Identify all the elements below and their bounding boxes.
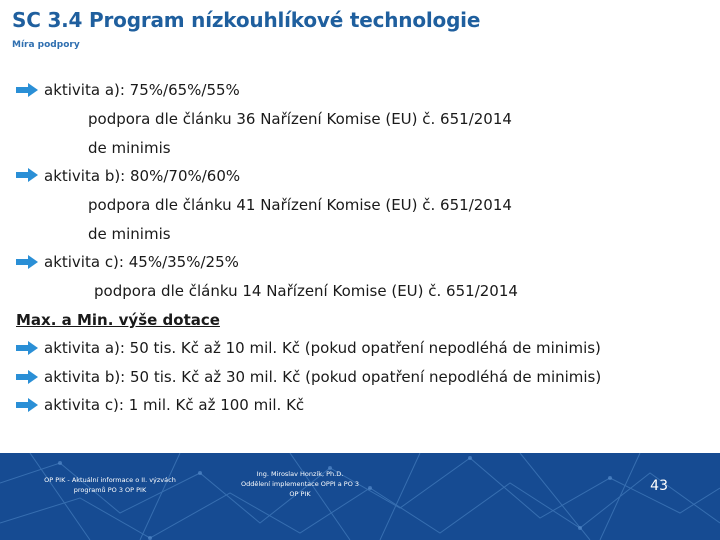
activity-b-de-minimis: de minimis [88,225,171,243]
arrow-bullet-icon [16,370,38,384]
arrow-bullet-icon [16,398,38,412]
footer-center-line2: Oddělení implementace OPPI a PO 3 [240,480,360,488]
page-number: 43 [650,478,668,494]
bullet-activity-c-rate: aktivita c): 45%/35%/25% [44,253,239,271]
limits-heading: Max. a Min. výše dotace [16,311,220,329]
slide-title: SC 3.4 Program nízkouhlíkové technologie [12,8,481,32]
limit-activity-a: aktivita a): 50 tis. Kč až 10 mil. Kč (pokud opatření nepodléhá de minimis) [44,339,601,357]
slide-subtitle: Míra podpory [12,40,80,50]
footer-center-text [210,469,390,499]
activity-b-article: podpora dle článku 41 Nařízení Komise (EU) č. 651/2014 [88,196,512,214]
footer-left-line2: programů PO 3 OP PIK [73,486,147,494]
limit-activity-b: aktivita b): 50 tis. Kč až 30 mil. Kč (pokud opatření nepodléhá de minimis) [44,368,602,386]
footer-left-text [20,475,200,495]
arrow-bullet-icon [16,168,38,182]
arrow-bullet-icon [16,341,38,355]
footer-bar [0,453,720,540]
activity-a-article: podpora dle článku 36 Nařízení Komise (EU) č. 651/2014 [88,110,512,128]
arrow-bullet-icon [16,255,38,269]
limit-activity-c: aktivita c): 1 mil. Kč až 100 mil. Kč [44,396,305,414]
footer-center-line3: OP PIK [289,490,311,498]
activity-c-article: podpora dle článku 14 Nařízení Komise (EU) č. 651/2014 [94,282,518,300]
activity-a-de-minimis: de minimis [88,139,171,157]
footer-left-line1: OP PIK - Aktuální informace o II. výzvách [44,476,176,484]
footer-center-line1: Ing. Miroslav Honzík, Ph.D. [256,470,344,478]
bullet-activity-a-rate: aktivita a): 75%/65%/55% [44,81,240,99]
arrow-bullet-icon [16,83,38,97]
bullet-activity-b-rate: aktivita b): 80%/70%/60% [44,167,241,185]
